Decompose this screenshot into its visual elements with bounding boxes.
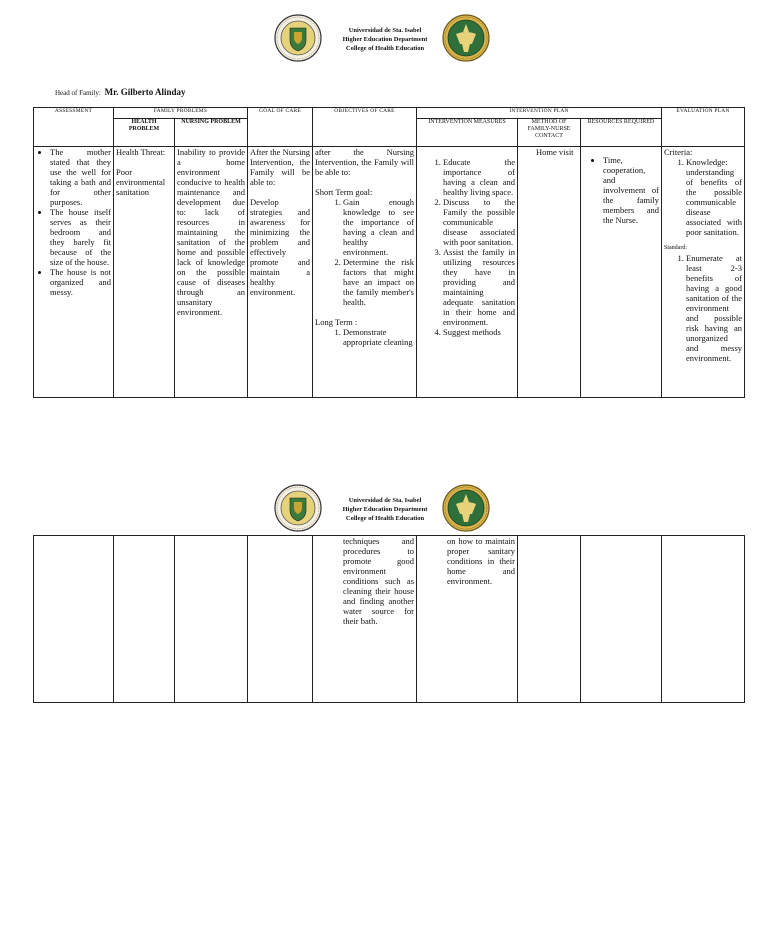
- university-seal-icon: [274, 14, 322, 62]
- assessment-item: • The mother stated that they use the well for taking a bath and for other purposes.: [50, 147, 111, 207]
- cell-objectives: [313, 536, 417, 703]
- goal-text: Develop strategies and awareness for minimizing the problem and effectively promote and maintain a healthy environment.: [250, 197, 310, 297]
- cell-health-problem: [114, 536, 175, 703]
- department-name: Higher Education Department: [342, 36, 428, 43]
- health-problem-text: Poor environmental sanitation: [116, 167, 166, 197]
- cell-method-of-contact: [518, 536, 581, 703]
- document-page-2: [0, 470, 768, 932]
- goal-intro: After the Nursing Intervention, the Family will be able to:: [250, 147, 310, 187]
- col-nursing-problem: NURSING PROBLEM: [175, 119, 248, 147]
- header-row: [34, 108, 745, 119]
- col-resources-required: RESOURCES REQUIRED: [581, 119, 662, 147]
- nursing-problem-text: Inability to provide a home environment conducive to health maintenance and development due to: lack of resources in maintaining the sanitation of the home and possible lack of knowledge on the possible cause of diseases through an unsanitary environment.: [177, 147, 245, 317]
- college-seal-icon: [442, 14, 490, 62]
- objectives-continued-text: techniques and procedures to promote good environment conditions such as cleaning their house and finding another water source for their bath.: [343, 536, 414, 626]
- cell-evaluation: [662, 147, 745, 398]
- university-name-block: [332, 496, 438, 523]
- col-assessment: ASSESSMENT: [34, 108, 114, 147]
- col-health-problem: HEALTH PROBLEM: [114, 119, 175, 147]
- short-term-label: Short Term goal:: [315, 187, 373, 197]
- cell-nursing-problem: [175, 147, 248, 398]
- cell-assessment: [34, 147, 114, 398]
- care-plan-row-continued: [34, 536, 745, 703]
- method-of-contact-text: Home visit: [536, 147, 574, 157]
- intervention-continued-text: on how to maintain proper sanitary conditions in their home and environment.: [447, 536, 515, 586]
- head-of-family-label: Head of Family:: [55, 89, 101, 97]
- short-term-item: 2. Determine the risk factors that might have an impact on the family member's health.: [343, 257, 414, 307]
- cell-resources: [581, 536, 662, 703]
- cell-goal-of-care: [248, 147, 313, 398]
- college-name: College of Health Education: [345, 45, 425, 52]
- cell-assessment: [34, 536, 114, 703]
- intervention-item: 2. Discuss to the Family the possible communicable disease associated with poor sanitation.: [443, 197, 515, 247]
- col-evaluation-plan: EVALUATION PLAN: [662, 108, 745, 147]
- col-intervention-measures: INTERVENTION MEASURES: [417, 119, 518, 147]
- col-family-problems: FAMILY PROBLEMS: [114, 108, 248, 119]
- cell-goal-of-care: [248, 536, 313, 703]
- standard-label: Standard:: [664, 245, 688, 251]
- college-name: College of Health Education: [345, 515, 425, 522]
- cell-resources: [581, 147, 662, 398]
- university-seal-icon: [274, 484, 322, 532]
- col-goal-of-care: GOAL OF CARE: [248, 108, 313, 147]
- cell-health-problem: [114, 147, 175, 398]
- letterhead: [0, 482, 768, 538]
- cell-method-of-contact: [518, 147, 581, 398]
- long-term-label: Long Term :: [315, 317, 358, 327]
- care-plan-row: [34, 147, 745, 398]
- university-name: Universidad de Sta. Isabel: [348, 27, 422, 34]
- head-of-family-name: Mr. Gilberto Alinday: [104, 87, 186, 97]
- criteria-label: Criteria:: [664, 147, 693, 157]
- university-name: Universidad de Sta. Isabel: [348, 497, 422, 504]
- col-intervention-plan: INTERVENTION PLAN: [417, 108, 662, 119]
- document-page-1: [0, 0, 768, 420]
- resources-text: • Time, cooperation, and involvement of the family members and the Nurse.: [603, 155, 659, 225]
- cell-nursing-problem: [175, 536, 248, 703]
- cell-objectives: [313, 147, 417, 398]
- university-name-block: [332, 26, 438, 53]
- family-care-plan-table-continued: [33, 535, 745, 703]
- short-term-item: 1. Gain enough knowledge to see the importance of having a clean and healthy environment.: [343, 197, 414, 257]
- intervention-item: 4. Suggest methods: [443, 327, 515, 337]
- letterhead: [0, 12, 768, 68]
- col-objectives-of-care: OBJECTIVES OF CARE: [313, 108, 417, 147]
- col-method-of-contact: METHOD OF FAMILY-NURSE CONTACT: [518, 119, 581, 147]
- health-threat-label: Health Threat:: [116, 147, 166, 157]
- head-of-family: [55, 87, 186, 97]
- standard-text: 1. Enumerate at least 2-3 benefits of having a good sanitation of the environment and possible risk having an unorganized and messy environment.: [686, 253, 742, 363]
- department-name: Higher Education Department: [342, 506, 428, 513]
- college-seal-icon: [442, 484, 490, 532]
- cell-intervention-measures: [417, 147, 518, 398]
- assessment-item: • The house is not organized and messy.: [50, 267, 111, 297]
- criteria-text: 1. Knowledge: understanding of benefits of the possible communicable disease associated with poor sanitation.: [686, 157, 742, 237]
- cell-evaluation: [662, 536, 745, 703]
- assessment-item: • The house itself serves as their bedroom and they barely fit because of the size of the house.: [50, 207, 111, 267]
- long-term-item: 1. Demonstrate appropriate cleaning: [343, 327, 414, 347]
- cell-intervention-measures: [417, 536, 518, 703]
- intervention-item: 1. Educate the importance of having a clean and healthy living space.: [443, 157, 515, 197]
- family-care-plan-table: [33, 107, 745, 398]
- intervention-item: 3. Assist the family in utilizing resources they have in providing and maintaining adequate sanitation in their home and environment.: [443, 247, 515, 327]
- objectives-intro: after the Nursing Intervention, the Family will be able to:: [315, 147, 414, 177]
